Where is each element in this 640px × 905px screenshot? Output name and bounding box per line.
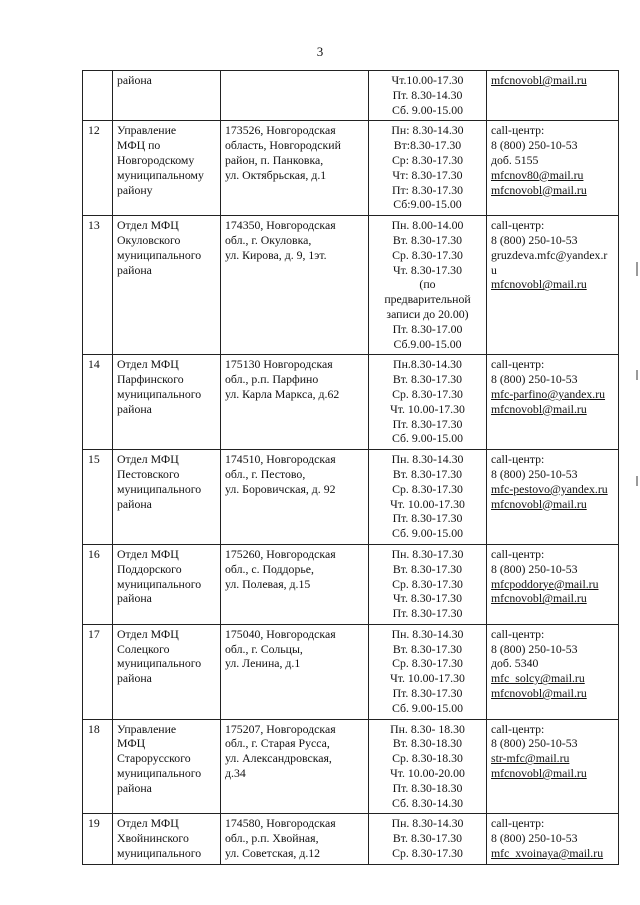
address-line: ул. Ленина, д.1 [225,656,301,671]
hours-line: Пт: 8.30-17.30 [391,182,464,197]
working-hours-cell [369,71,487,121]
hours-line: Ср. 8.30-17.30 [392,386,463,401]
address-cell [221,355,369,450]
row-number: 19 [83,814,113,864]
hours-line: Пн. 8.30-14.30 [391,452,464,467]
email-link[interactable]: mfcnovobl@mail.ru [491,591,587,606]
working-hours-cell [369,450,487,545]
office-name-line: Отдел МФЦ [117,452,179,467]
email-link[interactable]: mfcnovobl@mail.ru [491,766,587,781]
email-link[interactable]: mfcnovobl@mail.ru [491,277,587,292]
office-name-line: району [117,182,153,197]
hours-line: Пт. 8.30-17.30 [392,606,463,621]
hours-line: Вт. 8.30-17.30 [392,232,463,247]
working-hours-cell [369,544,487,624]
address-line: 174510, Новгородская [225,452,336,467]
hours-line: Пт. 8.30-17.30 [392,511,463,526]
hours-line: Вт. 8.30-17.30 [392,831,463,846]
contact-line: 8 (800) 250-10-53 [491,372,578,387]
email-link[interactable]: mfcnovobl@mail.ru [491,496,587,511]
scan-edge-mark [636,370,638,380]
office-name-line: района [117,262,152,277]
contacts-cell [487,544,619,624]
contacts-cell [487,814,619,864]
office-name-line: Отдел МФЦ [117,357,179,372]
hours-line: Пт. 8.30-17.30 [392,686,463,701]
hours-line: Вт. 8.30-17.30 [392,561,463,576]
contact-line: call-центр: [491,452,545,467]
email-link[interactable]: mfcnovobl@mail.ru [491,182,587,197]
hours-line: Ср. 8.30-17.30 [392,481,463,496]
contact-line: call-центр: [491,123,545,138]
address-line: область, Новгородский [225,138,341,153]
hours-line: Вт:8.30-17.30 [393,138,462,153]
table-row [83,624,619,719]
hours-line: Пн: 8.30-14.30 [391,123,464,138]
hours-line: Сб.9.00-15.00 [393,336,462,351]
office-name-cell [113,355,221,450]
address-line: 174350, Новгородская [225,218,336,233]
email-link[interactable]: mfc_xvoinaya@mail.ru [491,846,604,861]
office-name-line: района [117,780,152,795]
address-line: район, п. Панковка, [225,152,324,167]
hours-line: Чт. 8.30-17.30 [393,262,462,277]
hours-line: Сб:9.00-15.00 [393,197,462,212]
address-cell [221,814,369,864]
address-line: обл., р.п. Парфино [225,372,319,387]
office-name-line: МФЦ [117,736,146,751]
contact-line: call-центр: [491,721,545,736]
row-number: 16 [83,544,113,624]
contacts-cell [487,121,619,216]
contact-line: 8 (800) 250-10-53 [491,466,578,481]
table-row [83,121,619,216]
scan-edge-mark [636,476,638,486]
office-name-line: района [117,496,152,511]
office-name-line: Отдел МФЦ [117,816,179,831]
contact-line: gruzdeva.mfc@yandex.r [491,247,608,262]
address-line: ул. Александровская, [225,751,332,766]
hours-line: Пн. 8.30-14.30 [391,816,464,831]
hours-line: Ср. 8.30-17.30 [392,846,463,861]
office-name-line: района [117,671,152,686]
hours-line: Пн. 8.30-14.30 [391,626,464,641]
address-line: 175260, Новгородская [225,546,336,561]
hours-line: Сб. 9.00-15.00 [391,526,464,541]
hours-line: Чт.10.00-17.30 [391,73,464,87]
address-cell [221,450,369,545]
email-link[interactable]: mfcnovobl@mail.ru [491,401,587,416]
address-cell [221,71,369,121]
contact-line: 8 (800) 250-10-53 [491,138,578,153]
contact-line: 8 (800) 250-10-53 [491,561,578,576]
row-number: 15 [83,450,113,545]
office-name-line: Солецкого [117,641,170,656]
address-line: обл., г. Сольцы, [225,641,303,656]
hours-line: Вт. 8.30-17.30 [392,372,463,387]
row-number: 12 [83,121,113,216]
address-line: обл., с. Поддорье, [225,561,314,576]
contacts-cell [487,450,619,545]
office-name-line: Отдел МФЦ [117,218,179,233]
address-line: 175207, Новгородская [225,721,336,736]
office-name-cell [113,719,221,814]
office-name-cell [113,216,221,355]
hours-line: Чт. 8.30-17.30 [393,591,462,606]
table-row [83,71,619,121]
row-number: 18 [83,719,113,814]
table-row [83,216,619,355]
hours-line: Сб. 8.30-14.30 [391,795,464,810]
hours-line: Сб. 9.00-15.00 [391,431,464,446]
row-number: 14 [83,355,113,450]
contacts-cell [487,216,619,355]
hours-line: Вт. 8.30-18.30 [392,736,463,751]
office-name-cell [113,624,221,719]
hours-line: Чт. 10.00-17.30 [390,496,465,511]
table-row [83,355,619,450]
address-line: ул. Боровичская, д. 92 [225,481,336,496]
hours-line: Пт. 8.30-18.30 [392,780,463,795]
office-name-line: Управление [117,721,177,736]
contact-line: 8 (800) 250-10-53 [491,736,578,751]
hours-line: предварительной [384,292,471,307]
contact-line: call-центр: [491,816,545,831]
office-name-line: муниципального [117,846,202,861]
office-name-cell [113,121,221,216]
hours-line: Сб. 9.00-15.00 [391,102,464,117]
contacts-cell [487,71,619,121]
hours-line: Ср. 8.30-18.30 [392,751,463,766]
office-name-cell [113,450,221,545]
email-link[interactable]: mfcnovobl@mail.ru [491,686,587,701]
hours-line: Чт. 10.00-17.30 [390,671,465,686]
mfc-offices-table [82,70,619,865]
office-name-line: Парфинского [117,372,184,387]
table-row [83,450,619,545]
address-cell [221,544,369,624]
hours-line: Пт. 8.30-14.30 [392,87,463,102]
contact-line: 8 (800) 250-10-53 [491,831,578,846]
office-name-line: Пестовского [117,466,180,481]
address-line: ул. Кирова, д. 9, 1эт. [225,247,327,262]
contact-line: call-центр: [491,357,545,372]
office-name-line: муниципального [117,766,202,781]
office-name-line: муниципального [117,247,202,262]
office-name-line: Поддорского [117,561,182,576]
contacts-cell [487,719,619,814]
hours-line: Пн. 8.30-17.30 [391,546,464,561]
address-line: 173526, Новгородская [225,123,336,138]
address-cell [221,216,369,355]
hours-line: Пн.8.30-14.30 [393,357,462,372]
office-name-cell [113,814,221,864]
address-line: ул. Полевая, д.15 [225,576,311,591]
office-name-line: Старорусского [117,751,191,766]
hours-line: (по [419,277,436,292]
email-link[interactable]: mfc-pestovo@yandex.ru [491,481,608,496]
office-name-line: МФЦ по [117,138,161,153]
address-cell [221,719,369,814]
contacts-cell [487,624,619,719]
office-name-line: муниципального [117,481,202,496]
email-link[interactable]: str-mfc@mail.ru [491,751,570,766]
contact-line: доб. 5340 [491,656,539,671]
office-name-cell [113,544,221,624]
table-row [83,719,619,814]
contact-line: call-центр: [491,546,545,561]
address-line: ул. Карла Маркса, д.62 [225,386,340,401]
hours-line: Ср. 8.30-17.30 [392,656,463,671]
contact-line: u [491,262,497,277]
working-hours-cell [369,355,487,450]
email-link[interactable]: mfcnovobl@mail.ru [491,73,587,87]
contact-line: доб. 5155 [491,152,539,167]
address-line: ул. Октябрьская, д.1 [225,167,327,182]
working-hours-cell [369,216,487,355]
row-number: 17 [83,624,113,719]
email-link[interactable]: mfcnov80@mail.ru [491,167,584,182]
contacts-cell [487,355,619,450]
hours-line: Чт. 10.00-17.30 [390,401,465,416]
office-name-line: Окуловского [117,232,181,247]
address-line: обл., г. Старая Русса, [225,736,330,751]
address-line: обл., г. Пестово, [225,466,306,481]
hours-line: Ср. 8.30-17.30 [392,247,463,262]
hours-line: Пт. 8.30-17.30 [392,416,463,431]
hours-line: Пт. 8.30-17.00 [392,321,463,336]
hours-line: Пн. 8.00-14.00 [391,218,464,233]
row-number: 13 [83,216,113,355]
table-row [83,814,619,864]
hours-line: Ср. 8.30-17.30 [392,576,463,591]
office-name-line: района [117,591,152,606]
email-link[interactable]: mfc-parfino@yandex.ru [491,386,606,401]
hours-line: Чт. 10.00-20.00 [390,766,465,781]
page-number: 3 [316,44,324,59]
office-name-line: Новгородскому [117,152,195,167]
email-link[interactable]: mfcpoddorye@mail.ru [491,576,599,591]
office-name-line: Управление [117,123,177,138]
address-line: обл., р.п. Хвойная, [225,831,319,846]
office-name-line: района [117,401,152,416]
office-name-line: Отдел МФЦ [117,546,179,561]
address-line: д.34 [225,766,246,781]
table-row [83,544,619,624]
office-name-line: муниципального [117,656,202,671]
working-hours-cell [369,719,487,814]
hours-line: записи до 20.00) [386,306,469,321]
hours-line: Сб. 9.00-15.00 [391,700,464,715]
hours-line: Вт. 8.30-17.30 [392,466,463,481]
address-line: 175130 Новгородская [225,357,333,372]
address-line: обл., г. Окуловка, [225,232,312,247]
contact-line: 8 (800) 250-10-53 [491,641,578,656]
hours-line: Ср: 8.30-17.30 [391,152,464,167]
email-link[interactable]: mfc_solcy@mail.ru [491,671,585,686]
office-name-line: муниципальному [117,167,204,182]
row-number [83,71,113,121]
working-hours-cell [369,814,487,864]
address-line: 175040, Новгородская [225,626,336,641]
office-name-line: Хвойнинского [117,831,189,846]
working-hours-cell [369,121,487,216]
hours-line: Пн. 8.30- 18.30 [390,721,465,736]
address-cell [221,624,369,719]
office-name-line: муниципального [117,386,202,401]
office-name-line: муниципального [117,576,202,591]
office-name-cell [113,71,221,121]
working-hours-cell [369,624,487,719]
hours-line: Вт. 8.30-17.30 [392,641,463,656]
address-line: ул. Советская, д.12 [225,846,321,861]
hours-line: Чт: 8.30-17.30 [392,167,463,182]
table-body [83,71,619,865]
scan-edge-mark [636,262,638,276]
contact-line: 8 (800) 250-10-53 [491,232,578,247]
address-cell [221,121,369,216]
address-line: 174580, Новгородская [225,816,336,831]
office-name-line: Отдел МФЦ [117,626,179,641]
contact-line: call-центр: [491,626,545,641]
contact-line: call-центр: [491,218,545,233]
office-name-line: района [117,73,152,87]
